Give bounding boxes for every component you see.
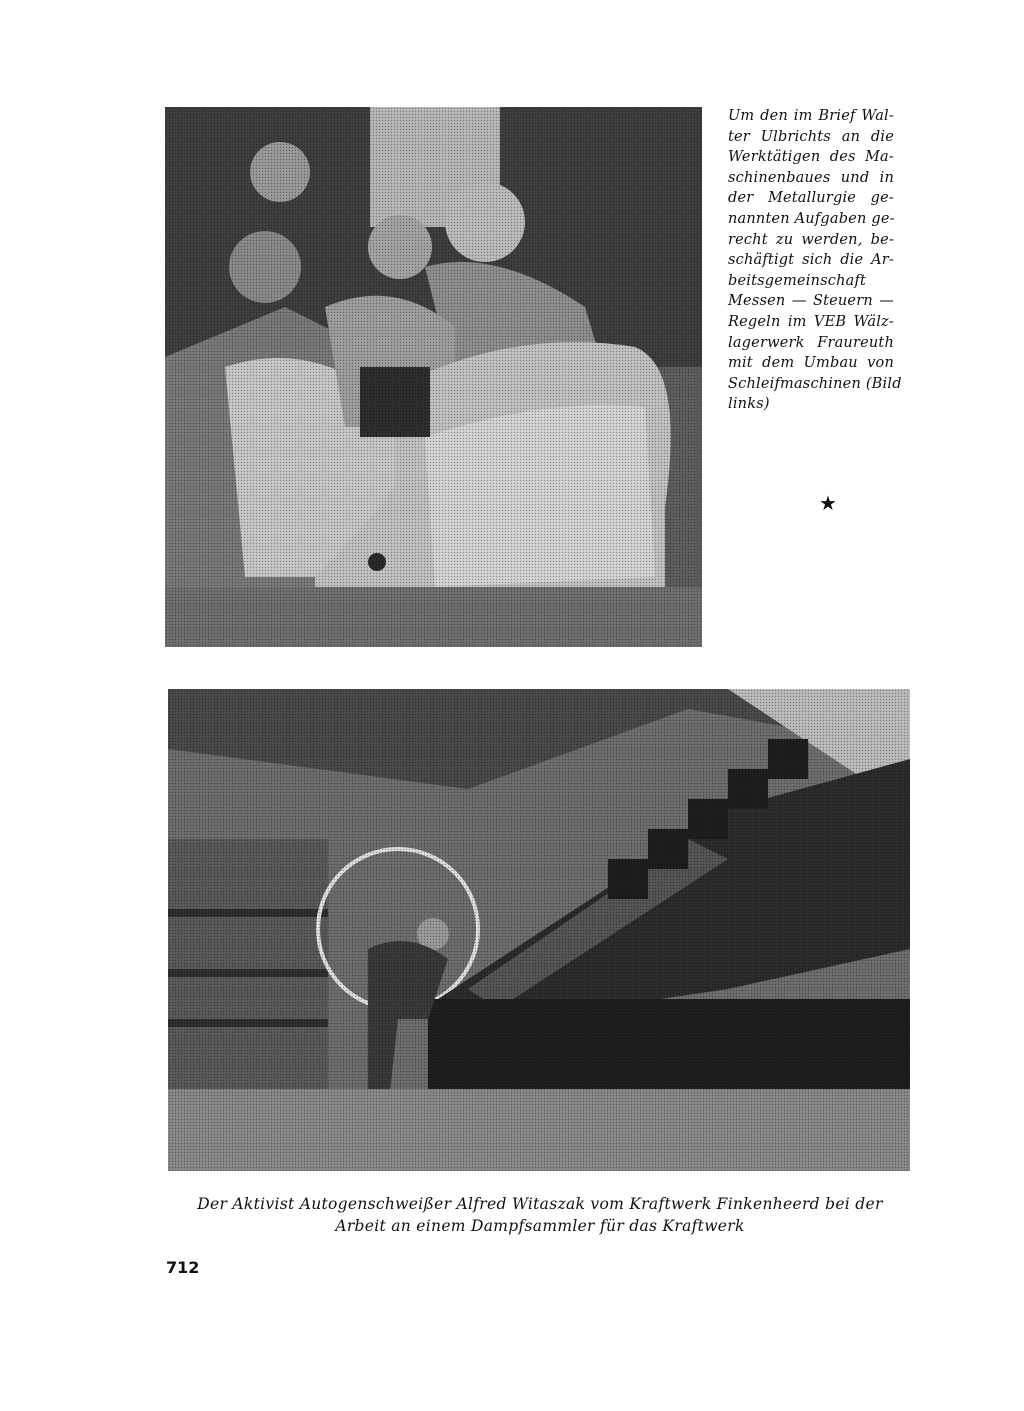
- bottom-caption-line-1: Der Aktivist Autogenschweißer Alfred Witaszak vom Kraftwerk Finkenheerd bei der: [197, 1195, 883, 1213]
- bottom-caption: [160, 1193, 920, 1237]
- side-caption-line: ter Ulbrichts an die: [728, 128, 894, 145]
- side-caption-line: links): [728, 396, 770, 413]
- photo-welder-steam-collector: [168, 689, 910, 1171]
- side-caption-line: beitsgemeinschaft: [728, 272, 867, 289]
- side-caption-line: Werktätigen des Ma-: [728, 149, 894, 166]
- side-caption-line: Um den im Brief Wal-: [728, 108, 894, 124]
- bottom-caption-line-2: Arbeit an einem Dampfsammler für das Kraftwerk: [335, 1217, 745, 1235]
- side-caption-line: lagerwerk Fraureuth: [728, 334, 894, 351]
- side-caption-line: der Metallurgie ge-: [728, 190, 894, 207]
- side-caption-line: schinenbaues und in: [728, 169, 894, 186]
- side-caption-line: Messen — Steuern —: [728, 293, 894, 310]
- side-caption: [728, 106, 902, 415]
- photo-bottom-drawing: [168, 689, 910, 1171]
- page-number: 712: [166, 1258, 200, 1277]
- side-caption-line: mit dem Umbau von: [728, 355, 894, 372]
- photo-top-drawing: [165, 107, 702, 647]
- side-caption-line: recht zu werden, be-: [728, 231, 894, 248]
- separator-star-icon: ★: [819, 491, 837, 515]
- side-caption-line: Regeln im VEB Wälz-: [728, 313, 894, 330]
- side-caption-line: nannten Aufgaben ge-: [728, 210, 895, 227]
- photo-workers-grinding-machine: [165, 107, 702, 647]
- side-caption-line: Schleifmaschinen (Bild: [728, 375, 902, 392]
- side-caption-line: schäftigt sich die Ar-: [728, 252, 894, 269]
